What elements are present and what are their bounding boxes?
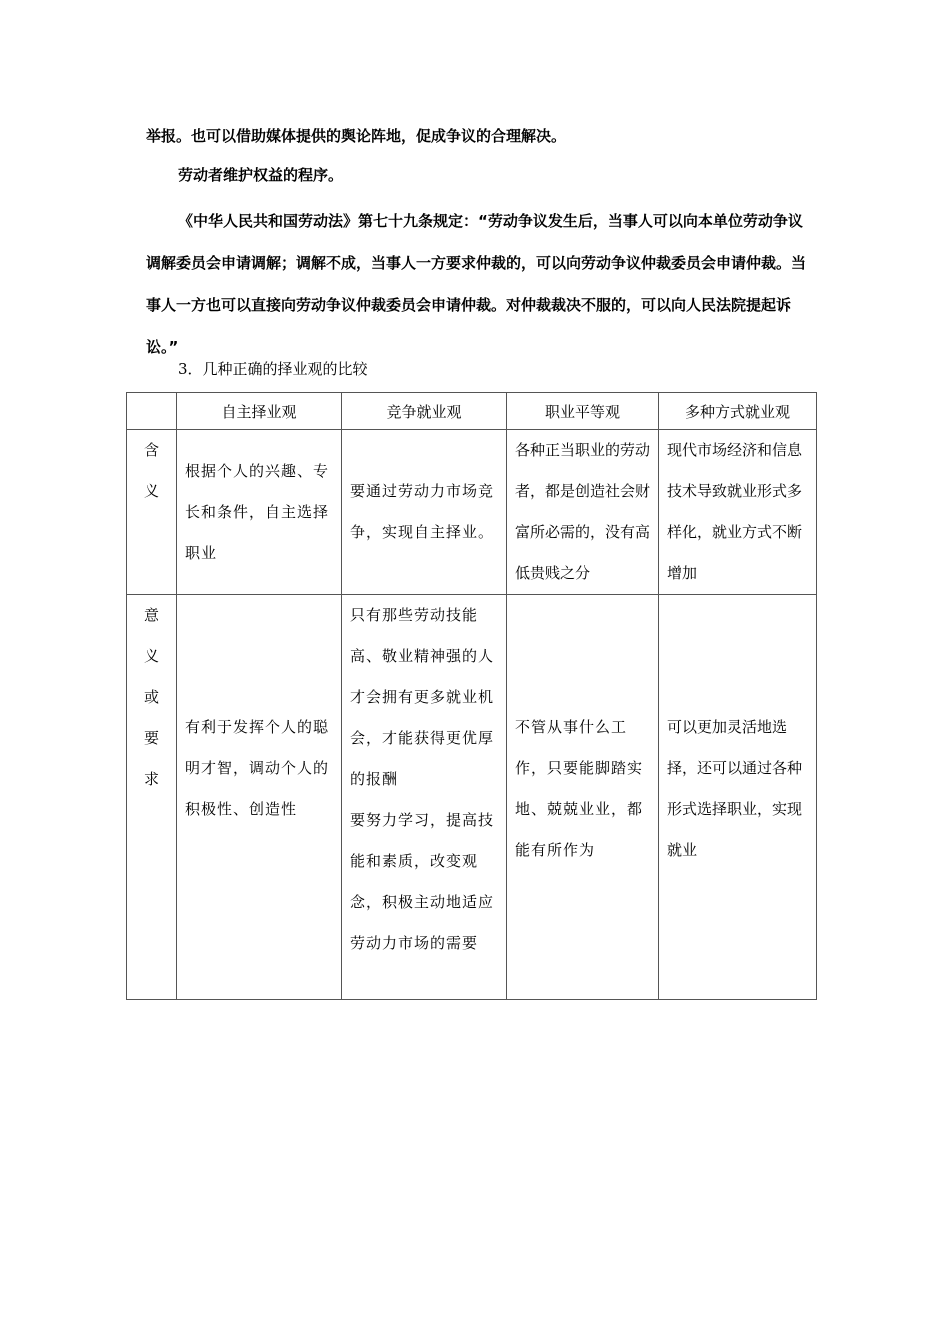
row-label-char: 义 xyxy=(143,482,159,500)
table-cell xyxy=(342,430,507,595)
table-cell xyxy=(177,430,342,595)
row-label-significance xyxy=(127,595,177,1000)
table-cell xyxy=(177,595,342,1000)
paragraph-continuation: 举报。也可以借助媒体提供的舆论阵地，促成争议的合理解决。 xyxy=(146,127,567,145)
cell-text: 不管从事什么工作，只要能脚踏实地、兢兢业业，都能有所作为 xyxy=(515,718,644,859)
row-label-char: 义 xyxy=(143,647,159,665)
cell-text: 只有那些劳动技能高、敬业精神强的人才会拥有更多就业机会，才能获得更优厚的报酬 xyxy=(350,606,495,788)
table-header-row xyxy=(127,393,817,430)
cell-text: 可以更加灵活地选择，还可以通过各种形式选择职业，实现就业 xyxy=(667,718,803,859)
table-cell xyxy=(659,430,817,595)
row-label-char: 要 xyxy=(143,729,159,747)
table-cell xyxy=(507,430,659,595)
cell-text: 各种正当职业的劳动者，都是创造社会财富所必需的，没有高低贵贱之分 xyxy=(515,441,651,582)
table-row xyxy=(127,430,817,595)
table-row xyxy=(127,595,817,1000)
cell-text: 现代市场经济和信息技术导致就业形式多样化，就业方式不断增加 xyxy=(667,441,803,582)
cell-text-extra: 要努力学习，提高技能和素质，改变观念，积极主动地适应劳动力市场的需要 xyxy=(350,811,495,952)
cell-text: 有利于发挥个人的聪明才智，调动个人的积极性、创造性 xyxy=(185,718,330,818)
cell-text: 根据个人的兴趣、专长和条件，自主选择职业 xyxy=(185,461,330,562)
table-cell xyxy=(507,595,659,1000)
section-heading: 3．几种正确的择业观的比较 xyxy=(178,360,368,378)
paragraph-labor-law-quote: 《中华人民共和国劳动法》第七十九条规定：“劳动争议发生后，当事人可以向本单位劳动争议调解委员会申请调解；调解不成，当事人一方要求仲裁的，可以向劳动争议仲裁委员会申请仲裁。当事人一方也可以直接向劳动争议仲裁委员会申请仲裁。对仲裁裁决不服的，可以向人民法院提起诉讼。” xyxy=(146,212,807,356)
table-header-cell: 职业平等观 xyxy=(507,393,659,430)
cell-text: 要通过劳动力市场竞争，实现自主择业。 xyxy=(350,482,495,541)
table-header-cell: 自主择业观 xyxy=(177,393,342,430)
row-label-char: 或 xyxy=(143,688,159,706)
table-header-cell: 竞争就业观 xyxy=(342,393,507,430)
row-label-char: 含 xyxy=(143,441,159,459)
table-header-cell: 多种方式就业观 xyxy=(659,393,817,430)
table-cell xyxy=(659,595,817,1000)
table-header-cell xyxy=(127,393,177,430)
row-label-char: 求 xyxy=(143,770,159,788)
table-cell xyxy=(342,595,507,1000)
comparison-table xyxy=(126,392,817,1000)
row-label-char: 意 xyxy=(143,606,159,624)
row-label-meaning xyxy=(127,430,177,595)
paragraph-procedure-heading: 劳动者维护权益的程序。 xyxy=(178,166,344,184)
